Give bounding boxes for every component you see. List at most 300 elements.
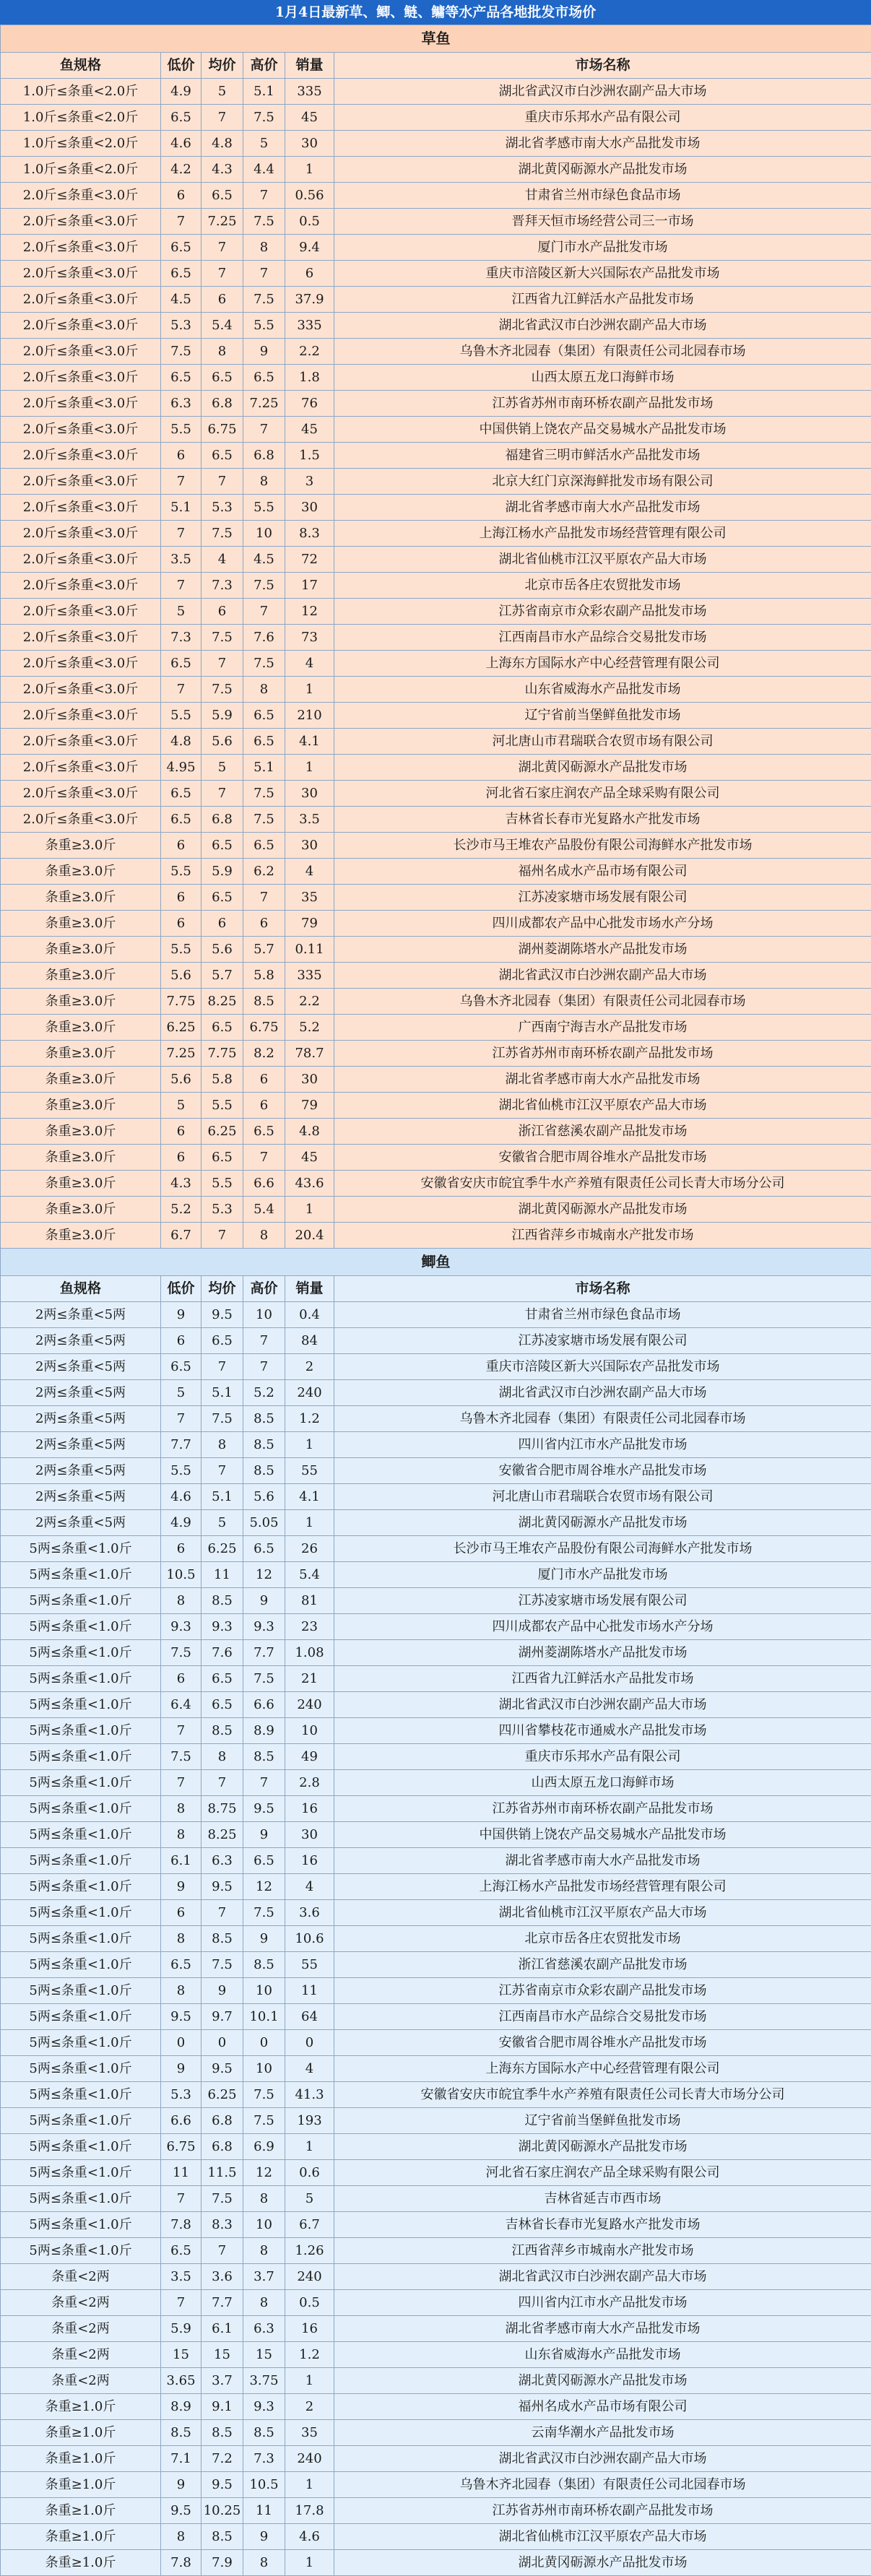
avg-price-cell: 6.5 bbox=[202, 183, 243, 209]
spec-cell: 2.0斤≤条重<3.0斤 bbox=[1, 391, 161, 417]
table-row bbox=[1, 2420, 871, 2446]
market-cell: 湖北省仙桃市江汉平原农产品大市场 bbox=[334, 2524, 871, 2550]
avg-price-cell: 6.5 bbox=[202, 443, 243, 469]
section-title: 草鱼 bbox=[1, 25, 871, 53]
market-cell: 河北唐山市君瑞联合农贸市场有限公司 bbox=[334, 1484, 871, 1510]
low-price-cell: 5.1 bbox=[161, 495, 202, 521]
avg-price-cell: 8.75 bbox=[202, 1796, 243, 1822]
high-price-cell: 10.5 bbox=[243, 2472, 285, 2498]
avg-price-cell: 7 bbox=[202, 2238, 243, 2264]
market-cell: 安徽省合肥市周谷堆水产品批发市场 bbox=[334, 1458, 871, 1484]
column-header: 低价 bbox=[161, 1276, 202, 1302]
avg-price-cell: 6.25 bbox=[202, 1536, 243, 1562]
market-cell: 厦门市水产品批发市场 bbox=[334, 235, 871, 261]
table-row bbox=[1, 2004, 871, 2030]
spec-cell: 2两≤条重<5两 bbox=[1, 1510, 161, 1536]
spec-cell: 5两≤条重<1.0斤 bbox=[1, 2082, 161, 2108]
volume-cell: 5 bbox=[285, 2186, 334, 2212]
high-price-cell: 5.5 bbox=[243, 495, 285, 521]
table-row bbox=[1, 339, 871, 365]
avg-price-cell: 8.5 bbox=[202, 1588, 243, 1614]
spec-cell: 条重≥3.0斤 bbox=[1, 1197, 161, 1223]
spec-cell: 5两≤条重<1.0斤 bbox=[1, 1614, 161, 1640]
avg-price-cell: 7.6 bbox=[202, 1640, 243, 1666]
volume-cell: 0.56 bbox=[285, 183, 334, 209]
spec-cell: 5两≤条重<1.0斤 bbox=[1, 1562, 161, 1588]
volume-cell: 20.4 bbox=[285, 1223, 334, 1249]
volume-cell: 30 bbox=[285, 781, 334, 807]
table-row bbox=[1, 1692, 871, 1718]
high-price-cell: 10 bbox=[243, 1302, 285, 1328]
spec-cell: 5两≤条重<1.0斤 bbox=[1, 2212, 161, 2238]
avg-price-cell: 6.8 bbox=[202, 807, 243, 833]
avg-price-cell: 7.5 bbox=[202, 521, 243, 547]
low-price-cell: 9.5 bbox=[161, 2004, 202, 2030]
volume-cell: 37.9 bbox=[285, 287, 334, 313]
high-price-cell: 9 bbox=[243, 339, 285, 365]
high-price-cell: 9.3 bbox=[243, 2394, 285, 2420]
volume-cell: 16 bbox=[285, 1848, 334, 1874]
avg-price-cell: 9 bbox=[202, 1978, 243, 2004]
table-row bbox=[1, 703, 871, 729]
table-row bbox=[1, 2238, 871, 2264]
volume-cell: 210 bbox=[285, 703, 334, 729]
spec-cell: 5两≤条重<1.0斤 bbox=[1, 1692, 161, 1718]
low-price-cell: 4.2 bbox=[161, 157, 202, 183]
market-cell: 厦门市水产品批发市场 bbox=[334, 1562, 871, 1588]
high-price-cell: 12 bbox=[243, 1874, 285, 1900]
avg-price-cell: 7 bbox=[202, 469, 243, 495]
spec-cell: 条重≥1.0斤 bbox=[1, 2524, 161, 2550]
market-cell: 湖北黄冈砺源水产品批发市场 bbox=[334, 755, 871, 781]
low-price-cell: 6.5 bbox=[161, 2238, 202, 2264]
spec-cell: 2.0斤≤条重<3.0斤 bbox=[1, 599, 161, 625]
avg-price-cell: 5.5 bbox=[202, 1093, 243, 1119]
avg-price-cell: 8 bbox=[202, 1432, 243, 1458]
low-price-cell: 6.5 bbox=[161, 1354, 202, 1380]
high-price-cell: 7.25 bbox=[243, 391, 285, 417]
spec-cell: 2.0斤≤条重<3.0斤 bbox=[1, 573, 161, 599]
avg-price-cell: 9.3 bbox=[202, 1614, 243, 1640]
low-price-cell: 6 bbox=[161, 833, 202, 859]
spec-cell: 5两≤条重<1.0斤 bbox=[1, 2186, 161, 2212]
avg-price-cell: 0 bbox=[202, 2030, 243, 2056]
market-cell: 四川省内江市水产品批发市场 bbox=[334, 2290, 871, 2316]
column-header: 鱼规格 bbox=[1, 53, 161, 79]
table-row bbox=[1, 677, 871, 703]
column-header-row bbox=[1, 1276, 871, 1302]
table-row bbox=[1, 1302, 871, 1328]
low-price-cell: 7.5 bbox=[161, 339, 202, 365]
table-row bbox=[1, 963, 871, 989]
volume-cell: 21 bbox=[285, 1666, 334, 1692]
volume-cell: 16 bbox=[285, 2316, 334, 2342]
low-price-cell: 6.5 bbox=[161, 1952, 202, 1978]
table-row bbox=[1, 1926, 871, 1952]
spec-cell: 2.0斤≤条重<3.0斤 bbox=[1, 495, 161, 521]
avg-price-cell: 6.8 bbox=[202, 2134, 243, 2160]
high-price-cell: 9 bbox=[243, 1822, 285, 1848]
low-price-cell: 3.65 bbox=[161, 2368, 202, 2394]
low-price-cell: 7.8 bbox=[161, 2550, 202, 2576]
market-cell: 江西省九江鲜活水产品批发市场 bbox=[334, 287, 871, 313]
avg-price-cell: 9.5 bbox=[202, 1302, 243, 1328]
market-cell: 江西省九江鲜活水产品批发市场 bbox=[334, 1666, 871, 1692]
low-price-cell: 5.5 bbox=[161, 703, 202, 729]
avg-price-cell: 6.5 bbox=[202, 1328, 243, 1354]
market-cell: 上海江杨水产品批发市场经营管理有限公司 bbox=[334, 1874, 871, 1900]
high-price-cell: 8 bbox=[243, 469, 285, 495]
low-price-cell: 6.5 bbox=[161, 261, 202, 287]
high-price-cell: 5.8 bbox=[243, 963, 285, 989]
spec-cell: 条重≥3.0斤 bbox=[1, 1145, 161, 1171]
spec-cell: 2.0斤≤条重<3.0斤 bbox=[1, 677, 161, 703]
volume-cell: 30 bbox=[285, 833, 334, 859]
low-price-cell: 7 bbox=[161, 2290, 202, 2316]
high-price-cell: 6.5 bbox=[243, 1848, 285, 1874]
high-price-cell: 8.5 bbox=[243, 1432, 285, 1458]
table-row bbox=[1, 2342, 871, 2368]
avg-price-cell: 9.5 bbox=[202, 2056, 243, 2082]
market-cell: 江苏凌家塘市场发展有限公司 bbox=[334, 1588, 871, 1614]
high-price-cell: 8 bbox=[243, 2186, 285, 2212]
high-price-cell: 7.5 bbox=[243, 781, 285, 807]
table-row bbox=[1, 2316, 871, 2342]
spec-cell: 2.0斤≤条重<3.0斤 bbox=[1, 365, 161, 391]
spec-cell: 5两≤条重<1.0斤 bbox=[1, 1848, 161, 1874]
low-price-cell: 9 bbox=[161, 1874, 202, 1900]
volume-cell: 11 bbox=[285, 1978, 334, 2004]
avg-price-cell: 7 bbox=[202, 105, 243, 131]
table-row bbox=[1, 1848, 871, 1874]
spec-cell: 2.0斤≤条重<3.0斤 bbox=[1, 651, 161, 677]
market-cell: 浙江省慈溪农副产品批发市场 bbox=[334, 1119, 871, 1145]
market-cell: 辽宁省前当堡鲜鱼批发市场 bbox=[334, 2108, 871, 2134]
volume-cell: 2 bbox=[285, 2394, 334, 2420]
spec-cell: 5两≤条重<1.0斤 bbox=[1, 1666, 161, 1692]
spec-cell: 2.0斤≤条重<3.0斤 bbox=[1, 625, 161, 651]
spec-cell: 2两≤条重<5两 bbox=[1, 1406, 161, 1432]
spec-cell: 5两≤条重<1.0斤 bbox=[1, 1796, 161, 1822]
avg-price-cell: 8 bbox=[202, 1744, 243, 1770]
avg-price-cell: 9.5 bbox=[202, 2472, 243, 2498]
avg-price-cell: 9.5 bbox=[202, 1874, 243, 1900]
avg-price-cell: 5.4 bbox=[202, 313, 243, 339]
spec-cell: 5两≤条重<1.0斤 bbox=[1, 1536, 161, 1562]
market-cell: 云南华潮水产品批发市场 bbox=[334, 2420, 871, 2446]
spec-cell: 1.0斤≤条重<2.0斤 bbox=[1, 105, 161, 131]
volume-cell: 72 bbox=[285, 547, 334, 573]
spec-cell: 2.0斤≤条重<3.0斤 bbox=[1, 781, 161, 807]
spec-cell: 条重≥1.0斤 bbox=[1, 2498, 161, 2524]
market-cell: 四川成都农产品中心批发市场水产分场 bbox=[334, 911, 871, 937]
market-cell: 湖州菱湖陈塔水产品批发市场 bbox=[334, 937, 871, 963]
spec-cell: 2两≤条重<5两 bbox=[1, 1328, 161, 1354]
table-row bbox=[1, 1796, 871, 1822]
volume-cell: 45 bbox=[285, 105, 334, 131]
spec-cell: 1.0斤≤条重<2.0斤 bbox=[1, 131, 161, 157]
high-price-cell: 7.5 bbox=[243, 209, 285, 235]
volume-cell: 49 bbox=[285, 1744, 334, 1770]
volume-cell: 41.3 bbox=[285, 2082, 334, 2108]
spec-cell: 2.0斤≤条重<3.0斤 bbox=[1, 313, 161, 339]
spec-cell: 5两≤条重<1.0斤 bbox=[1, 2160, 161, 2186]
high-price-cell: 8 bbox=[243, 677, 285, 703]
high-price-cell: 5 bbox=[243, 131, 285, 157]
spec-cell: 2.0斤≤条重<3.0斤 bbox=[1, 521, 161, 547]
low-price-cell: 6 bbox=[161, 1536, 202, 1562]
avg-price-cell: 6.5 bbox=[202, 1692, 243, 1718]
low-price-cell: 6.5 bbox=[161, 235, 202, 261]
market-cell: 乌鲁木齐北园春（集团）有限责任公司北园春市场 bbox=[334, 2472, 871, 2498]
table-row bbox=[1, 573, 871, 599]
high-price-cell: 4.4 bbox=[243, 157, 285, 183]
low-price-cell: 4.3 bbox=[161, 1171, 202, 1197]
table-row bbox=[1, 469, 871, 495]
low-price-cell: 6.5 bbox=[161, 365, 202, 391]
volume-cell: 0.5 bbox=[285, 209, 334, 235]
low-price-cell: 4.8 bbox=[161, 729, 202, 755]
market-cell: 山东省威海水产品批发市场 bbox=[334, 2342, 871, 2368]
column-header: 高价 bbox=[243, 53, 285, 79]
high-price-cell: 5.05 bbox=[243, 1510, 285, 1536]
market-cell: 上海江杨水产品批发市场经营管理有限公司 bbox=[334, 521, 871, 547]
avg-price-cell: 7 bbox=[202, 781, 243, 807]
market-cell: 安徽省合肥市周谷堆水产品批发市场 bbox=[334, 1145, 871, 1171]
table-row bbox=[1, 313, 871, 339]
table-row bbox=[1, 2030, 871, 2056]
table-row bbox=[1, 2186, 871, 2212]
table-row bbox=[1, 1093, 871, 1119]
low-price-cell: 9.5 bbox=[161, 2498, 202, 2524]
column-header: 市场名称 bbox=[334, 53, 871, 79]
table-row bbox=[1, 1588, 871, 1614]
volume-cell: 1 bbox=[285, 677, 334, 703]
low-price-cell: 9 bbox=[161, 1302, 202, 1328]
high-price-cell: 6.5 bbox=[243, 1119, 285, 1145]
spec-cell: 条重≥3.0斤 bbox=[1, 1067, 161, 1093]
high-price-cell: 7 bbox=[243, 1145, 285, 1171]
spec-cell: 5两≤条重<1.0斤 bbox=[1, 1822, 161, 1848]
spec-cell: 2两≤条重<5两 bbox=[1, 1458, 161, 1484]
spec-cell: 2.0斤≤条重<3.0斤 bbox=[1, 235, 161, 261]
volume-cell: 1 bbox=[285, 1197, 334, 1223]
table-row bbox=[1, 365, 871, 391]
high-price-cell: 7.5 bbox=[243, 2108, 285, 2134]
volume-cell: 64 bbox=[285, 2004, 334, 2030]
high-price-cell: 8 bbox=[243, 2238, 285, 2264]
table-row bbox=[1, 1978, 871, 2004]
avg-price-cell: 3.6 bbox=[202, 2264, 243, 2290]
low-price-cell: 6.5 bbox=[161, 781, 202, 807]
high-price-cell: 7 bbox=[243, 183, 285, 209]
high-price-cell: 8 bbox=[243, 2290, 285, 2316]
market-cell: 福州名成水产品市场有限公司 bbox=[334, 859, 871, 885]
table-row bbox=[1, 1432, 871, 1458]
table-row bbox=[1, 2108, 871, 2134]
low-price-cell: 6 bbox=[161, 1900, 202, 1926]
section-crucian-carp bbox=[1, 1249, 871, 2576]
avg-price-cell: 6 bbox=[202, 599, 243, 625]
market-cell: 山西太原五龙口海鲜市场 bbox=[334, 365, 871, 391]
spec-cell: 2.0斤≤条重<3.0斤 bbox=[1, 339, 161, 365]
table-row bbox=[1, 1484, 871, 1510]
low-price-cell: 4.6 bbox=[161, 1484, 202, 1510]
table-row bbox=[1, 1510, 871, 1536]
avg-price-cell: 5.3 bbox=[202, 495, 243, 521]
low-price-cell: 5 bbox=[161, 1093, 202, 1119]
high-price-cell: 7.7 bbox=[243, 1640, 285, 1666]
low-price-cell: 11 bbox=[161, 2160, 202, 2186]
table-row bbox=[1, 1119, 871, 1145]
low-price-cell: 4.5 bbox=[161, 287, 202, 313]
spec-cell: 条重≥3.0斤 bbox=[1, 1119, 161, 1145]
spec-cell: 2.0斤≤条重<3.0斤 bbox=[1, 703, 161, 729]
table-row bbox=[1, 729, 871, 755]
volume-cell: 4.8 bbox=[285, 1119, 334, 1145]
spec-cell: 条重<2两 bbox=[1, 2264, 161, 2290]
avg-price-cell: 5.8 bbox=[202, 1067, 243, 1093]
price-table bbox=[0, 25, 871, 2576]
spec-cell: 5两≤条重<1.0斤 bbox=[1, 2134, 161, 2160]
high-price-cell: 7.5 bbox=[243, 2082, 285, 2108]
market-cell: 湖北省孝感市南大水产品批发市场 bbox=[334, 2316, 871, 2342]
market-cell: 北京市岳各庄农贸批发市场 bbox=[334, 1926, 871, 1952]
low-price-cell: 6.5 bbox=[161, 651, 202, 677]
table-row bbox=[1, 547, 871, 573]
low-price-cell: 6 bbox=[161, 1145, 202, 1171]
spec-cell: 5两≤条重<1.0斤 bbox=[1, 1588, 161, 1614]
volume-cell: 79 bbox=[285, 1093, 334, 1119]
high-price-cell: 8.5 bbox=[243, 1744, 285, 1770]
volume-cell: 17.8 bbox=[285, 2498, 334, 2524]
avg-price-cell: 8.5 bbox=[202, 1718, 243, 1744]
avg-price-cell: 6.8 bbox=[202, 391, 243, 417]
market-cell: 湖北省仙桃市江汉平原农产品大市场 bbox=[334, 1093, 871, 1119]
spec-cell: 2.0斤≤条重<3.0斤 bbox=[1, 729, 161, 755]
avg-price-cell: 8.25 bbox=[202, 989, 243, 1015]
volume-cell: 5.2 bbox=[285, 1015, 334, 1041]
volume-cell: 240 bbox=[285, 1380, 334, 1406]
column-header: 鱼规格 bbox=[1, 1276, 161, 1302]
low-price-cell: 7.3 bbox=[161, 625, 202, 651]
market-cell: 湖北省武汉市白沙洲农副产品大市场 bbox=[334, 1692, 871, 1718]
high-price-cell: 7.6 bbox=[243, 625, 285, 651]
avg-price-cell: 4 bbox=[202, 547, 243, 573]
volume-cell: 1 bbox=[285, 157, 334, 183]
avg-price-cell: 6 bbox=[202, 911, 243, 937]
avg-price-cell: 6.8 bbox=[202, 2108, 243, 2134]
volume-cell: 4 bbox=[285, 1874, 334, 1900]
low-price-cell: 5.5 bbox=[161, 1458, 202, 1484]
volume-cell: 79 bbox=[285, 911, 334, 937]
market-cell: 浙江省慈溪农副产品批发市场 bbox=[334, 1952, 871, 1978]
spec-cell: 5两≤条重<1.0斤 bbox=[1, 1874, 161, 1900]
avg-price-cell: 7.5 bbox=[202, 625, 243, 651]
column-header: 均价 bbox=[202, 1276, 243, 1302]
low-price-cell: 7.8 bbox=[161, 2212, 202, 2238]
market-cell: 四川省攀枝花市通威水产品批发市场 bbox=[334, 1718, 871, 1744]
spec-cell: 条重≥3.0斤 bbox=[1, 1093, 161, 1119]
table-row bbox=[1, 2368, 871, 2394]
section-title: 鲫鱼 bbox=[1, 1249, 871, 1276]
spec-cell: 2.0斤≤条重<3.0斤 bbox=[1, 755, 161, 781]
market-cell: 重庆市乐邦水产品有限公司 bbox=[334, 1744, 871, 1770]
market-cell: 江苏省苏州市南环桥农副产品批发市场 bbox=[334, 391, 871, 417]
spec-cell: 2.0斤≤条重<3.0斤 bbox=[1, 287, 161, 313]
market-cell: 湖北省武汉市白沙洲农副产品大市场 bbox=[334, 313, 871, 339]
volume-cell: 240 bbox=[285, 2446, 334, 2472]
table-row bbox=[1, 2082, 871, 2108]
high-price-cell: 6 bbox=[243, 1067, 285, 1093]
volume-cell: 4.6 bbox=[285, 2524, 334, 2550]
spec-cell: 条重≥3.0斤 bbox=[1, 859, 161, 885]
volume-cell: 1 bbox=[285, 2550, 334, 2576]
low-price-cell: 8 bbox=[161, 1588, 202, 1614]
low-price-cell: 15 bbox=[161, 2342, 202, 2368]
spec-cell: 5两≤条重<1.0斤 bbox=[1, 1978, 161, 2004]
market-cell: 江西南昌市水产品综合交易批发市场 bbox=[334, 2004, 871, 2030]
market-cell: 江苏凌家塘市场发展有限公司 bbox=[334, 1328, 871, 1354]
low-price-cell: 4.6 bbox=[161, 131, 202, 157]
market-cell: 安徽省安庆市皖宜季牛水产养殖有限责任公司长青大市场分公司 bbox=[334, 2082, 871, 2108]
avg-price-cell: 6.25 bbox=[202, 2082, 243, 2108]
spec-cell: 5两≤条重<1.0斤 bbox=[1, 2238, 161, 2264]
table-row bbox=[1, 1874, 871, 1900]
spec-cell: 条重<2两 bbox=[1, 2290, 161, 2316]
table-row bbox=[1, 417, 871, 443]
avg-price-cell: 5.5 bbox=[202, 1171, 243, 1197]
low-price-cell: 7 bbox=[161, 1718, 202, 1744]
volume-cell: 5.4 bbox=[285, 1562, 334, 1588]
table-row bbox=[1, 1770, 871, 1796]
volume-cell: 3 bbox=[285, 469, 334, 495]
avg-price-cell: 7.9 bbox=[202, 2550, 243, 2576]
table-row bbox=[1, 443, 871, 469]
market-cell: 福州名成水产品市场有限公司 bbox=[334, 2394, 871, 2420]
table-row bbox=[1, 2446, 871, 2472]
low-price-cell: 6.1 bbox=[161, 1848, 202, 1874]
volume-cell: 26 bbox=[285, 1536, 334, 1562]
high-price-cell: 6.8 bbox=[243, 443, 285, 469]
volume-cell: 2.8 bbox=[285, 1770, 334, 1796]
page-title: 1月4日最新草、鲫、鲢、鳙等水产品各地批发市场价 bbox=[0, 0, 871, 25]
market-cell: 乌鲁木齐北园春（集团）有限责任公司北园春市场 bbox=[334, 339, 871, 365]
column-header: 低价 bbox=[161, 53, 202, 79]
table-row bbox=[1, 1015, 871, 1041]
spec-cell: 2.0斤≤条重<3.0斤 bbox=[1, 547, 161, 573]
high-price-cell: 9 bbox=[243, 1926, 285, 1952]
volume-cell: 17 bbox=[285, 573, 334, 599]
table-row bbox=[1, 2056, 871, 2082]
high-price-cell: 8.5 bbox=[243, 989, 285, 1015]
avg-price-cell: 7 bbox=[202, 1900, 243, 1926]
low-price-cell: 8.9 bbox=[161, 2394, 202, 2420]
low-price-cell: 4.95 bbox=[161, 755, 202, 781]
spec-cell: 条重≥1.0斤 bbox=[1, 2472, 161, 2498]
volume-cell: 10.6 bbox=[285, 1926, 334, 1952]
low-price-cell: 5 bbox=[161, 1380, 202, 1406]
table-row bbox=[1, 1744, 871, 1770]
avg-price-cell: 8.3 bbox=[202, 2212, 243, 2238]
volume-cell: 240 bbox=[285, 1692, 334, 1718]
low-price-cell: 7 bbox=[161, 677, 202, 703]
volume-cell: 193 bbox=[285, 2108, 334, 2134]
avg-price-cell: 7 bbox=[202, 261, 243, 287]
table-row bbox=[1, 79, 871, 105]
column-header: 市场名称 bbox=[334, 1276, 871, 1302]
high-price-cell: 5.2 bbox=[243, 1380, 285, 1406]
